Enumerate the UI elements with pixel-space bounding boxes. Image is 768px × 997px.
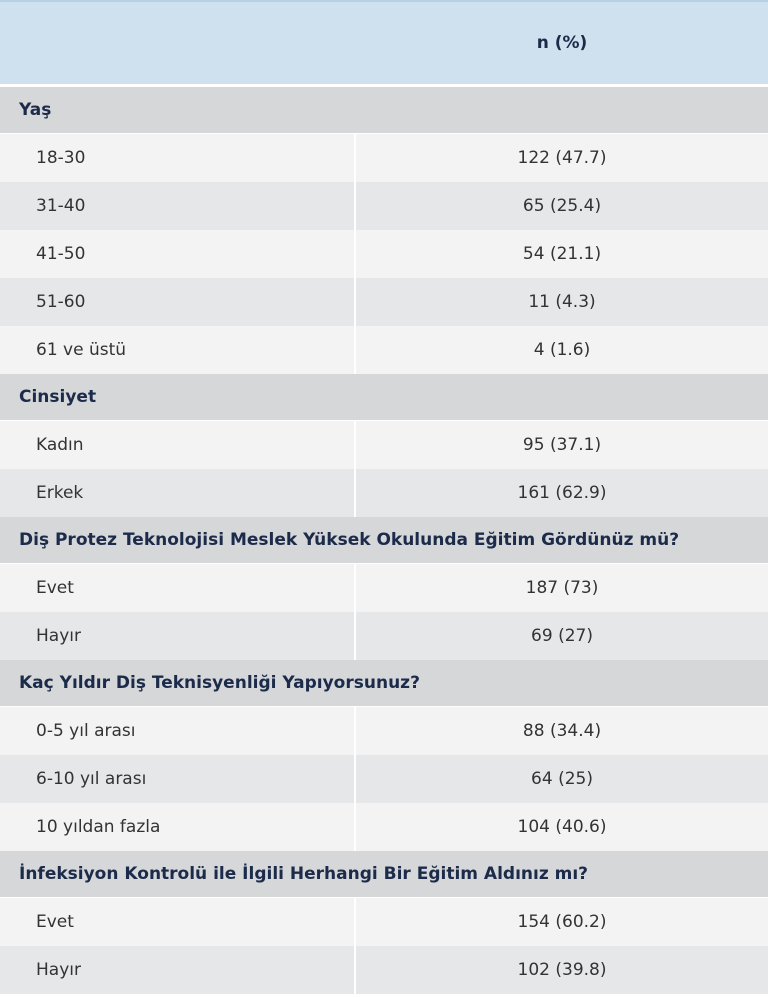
row-label: Kadın <box>0 421 356 469</box>
row-value: 187 (73) <box>525 578 599 598</box>
table-row <box>0 803 768 851</box>
row-label: 31-40 <box>0 182 356 230</box>
row-value: 102 (39.8) <box>517 960 607 980</box>
row-label: 6-10 yıl arası <box>0 755 356 803</box>
row-label: 61 ve üstü <box>0 326 356 374</box>
section-title: Diş Protez Teknolojisi Meslek Yüksek Okulunda Eğitim Gördünüz mü? <box>0 517 768 564</box>
row-value: 95 (37.1) <box>522 435 602 455</box>
row-label: Hayır <box>0 946 356 994</box>
section-title: Cinsiyet <box>0 374 768 421</box>
row-value: 4 (1.6) <box>533 340 591 360</box>
row-label: Evet <box>0 564 356 612</box>
header-column-label: n (%) <box>536 33 588 53</box>
section-title: İnfeksiyon Kontrolü ile İlgili Herhangi Bir Eğitim Aldınız mı? <box>0 851 768 898</box>
row-value: 69 (27) <box>531 626 593 646</box>
section-title: Kaç Yıldır Diş Teknisyenliği Yapıyorsunuz? <box>0 660 768 707</box>
table-row <box>0 469 768 517</box>
row-label: 10 yıldan fazla <box>0 803 356 851</box>
table-row <box>0 278 768 326</box>
table-row <box>0 421 768 469</box>
header-empty-cell <box>0 2 356 84</box>
section-title: Yaş <box>0 87 768 134</box>
row-label: Evet <box>0 898 356 946</box>
row-label: Erkek <box>0 469 356 517</box>
row-value: 54 (21.1) <box>522 244 602 264</box>
row-label: 18-30 <box>0 134 356 182</box>
table-row <box>0 898 768 946</box>
table-row <box>0 946 768 994</box>
row-label: 41-50 <box>0 230 356 278</box>
row-value: 88 (34.4) <box>522 721 602 741</box>
table-row <box>0 564 768 612</box>
row-value: 65 (25.4) <box>522 196 602 216</box>
table-row <box>0 134 768 182</box>
row-label: Hayır <box>0 612 356 660</box>
row-label: 51-60 <box>0 278 356 326</box>
table-row <box>0 755 768 803</box>
table-row <box>0 612 768 660</box>
row-label: 0-5 yıl arası <box>0 707 356 755</box>
table-row <box>0 326 768 374</box>
row-value: 64 (25) <box>531 769 593 789</box>
row-value: 122 (47.7) <box>517 148 607 168</box>
row-value: 104 (40.6) <box>517 817 607 837</box>
table-row <box>0 230 768 278</box>
table-row <box>0 707 768 755</box>
table-header <box>0 0 768 87</box>
row-value: 161 (62.9) <box>517 483 607 503</box>
row-value: 154 (60.2) <box>517 912 607 932</box>
row-value: 11 (4.3) <box>528 292 596 312</box>
table-row <box>0 182 768 230</box>
